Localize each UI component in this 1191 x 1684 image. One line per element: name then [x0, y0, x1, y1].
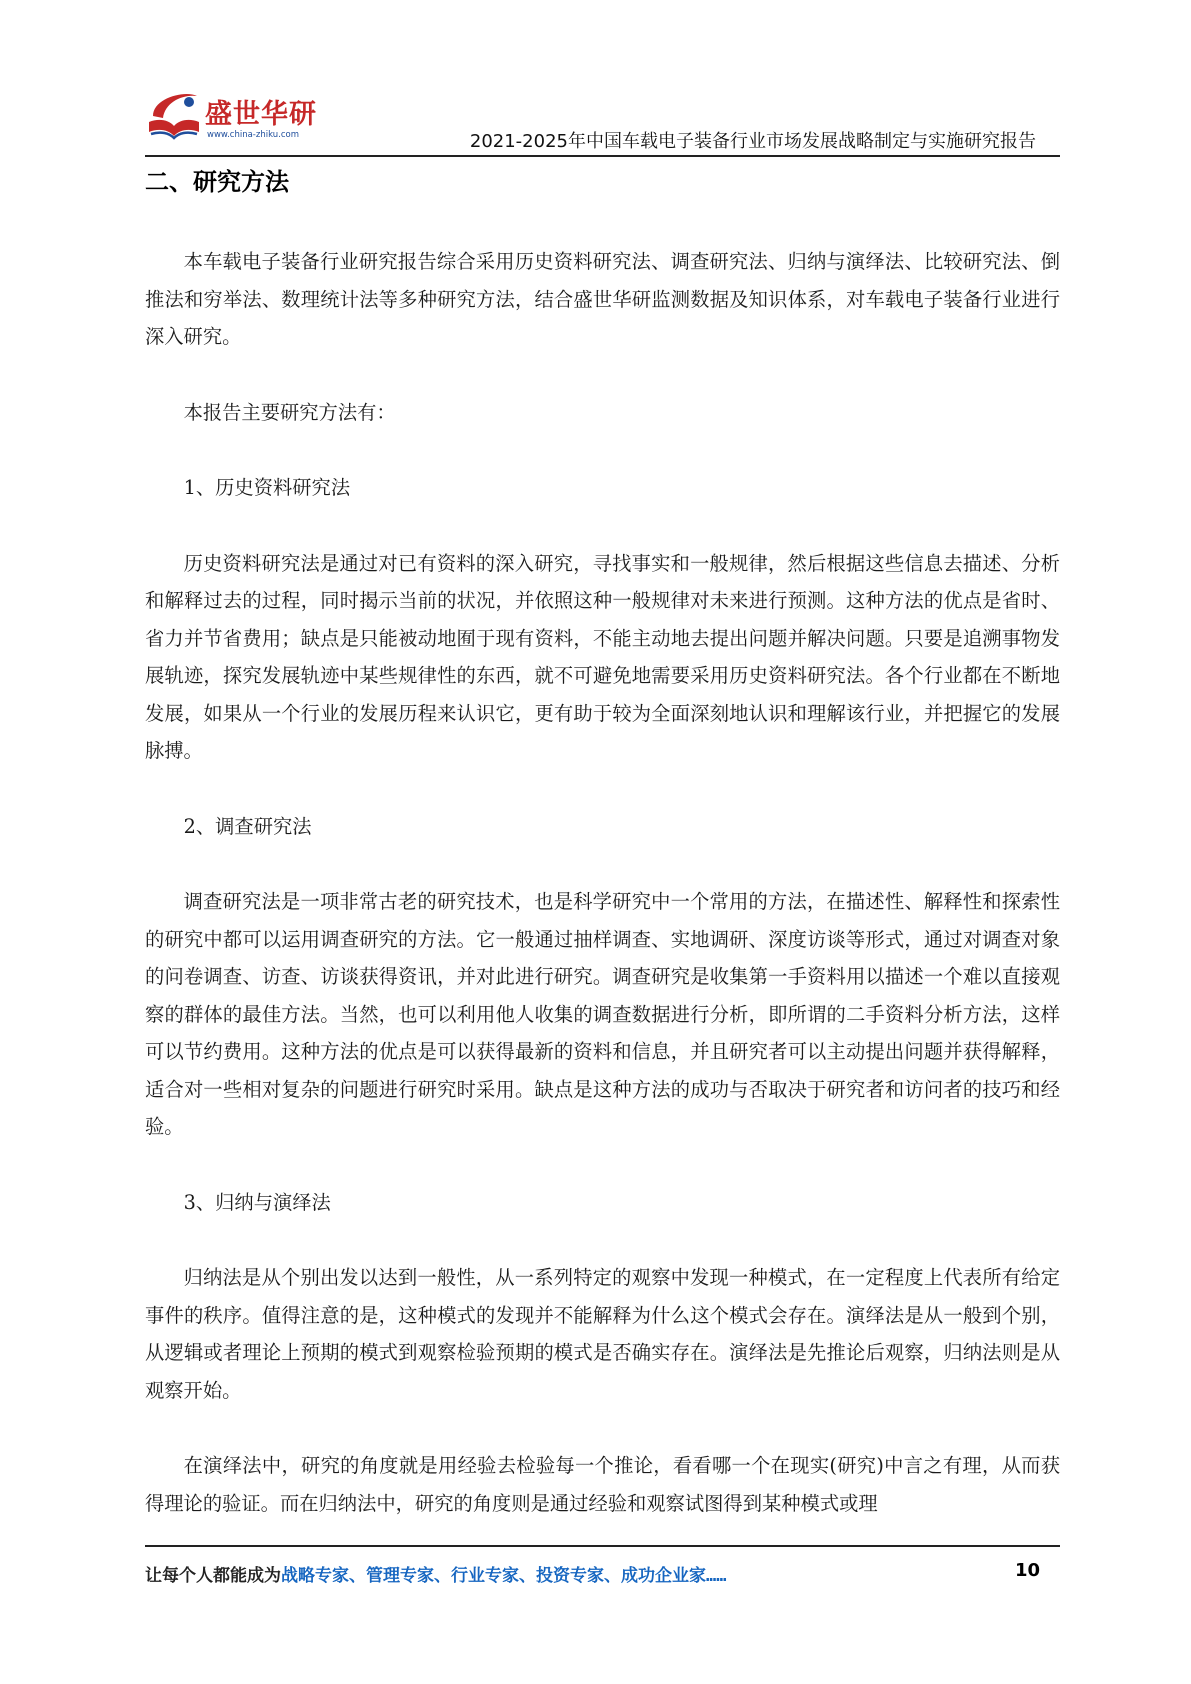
company-logo: [145, 78, 325, 148]
paragraph-deduction-detail: 在演绎法中，研究的角度就是用经验去检验每一个推论，看看哪一个在现实(研究)中言之有理，从而获得理论的验证。而在归纳法中，研究的角度则是通过经验和观察试图得到某种模式或理: [145, 1454, 1060, 1515]
page-number: 10: [1014, 1560, 1040, 1581]
paragraph-induction-deduction: 归纳法是从个别出发以达到一般性，从一系列特定的观察中发现一种模式，在一定程度上代表所有给定事件的秩序。值得注意的是，这种模式的发现并不能解释为什么这个模式会存在。演绎法是从一般到个别，从逻辑或者理论上预期的模式到观察检验预期的模式是否确实存在。演绎法是先推论后观察，归纳法则是从观察开始。: [145, 1266, 1060, 1402]
paragraph-intro: 本车载电子装备行业研究报告综合采用历史资料研究法、调查研究法、归纳与演绎法、比较研究法、倒推法和穷举法、数理统计法等多种研究方法，结合盛世华研监测数据及知识体系，对车载电子装备行业进行深入研究。: [145, 250, 1060, 348]
section-heading: 二、研究方法: [145, 168, 289, 196]
page-header: [145, 78, 1060, 158]
footer-divider: [145, 1545, 1060, 1547]
subheading-induction-deduction: 3、归纳与演绎法: [183, 1190, 331, 1214]
logo-name: 盛世华研: [205, 99, 317, 130]
body-text: [145, 243, 1060, 1560]
footer-slogan: [145, 1561, 726, 1586]
document-title: 2021-2025年中国车载电子装备行业市场发展战略制定与实施研究报告: [469, 131, 1036, 152]
subheading-survey-method: 2、调查研究法: [183, 814, 312, 838]
header-divider: [145, 155, 1060, 157]
slogan-prefix: 让每个人都能成为: [145, 1566, 281, 1586]
paragraph-historical-method: 历史资料研究法是通过对已有资料的深入研究，寻找事实和一般规律，然后根据这些信息去描述、分析和解释过去的过程，同时揭示当前的状况，并依照这种一般规律对未来进行预测。这种方法的优点是省时、省力并节省费用；缺点是只能被动地囿于现有资料，不能主动地去提出问题并解决问题。只要是追溯事物发展轨迹，探究发展轨迹中某些规律性的东西，就不可避免地需要采用历史资料研究法。各个行业都在不断地发展，如果从一个行业的发展历程来认识它，更有助于较为全面深刻地认识和理解该行业，并把握它的发展脉搏。: [145, 551, 1060, 762]
paragraph-methods-lead: 本报告主要研究方法有：: [183, 400, 396, 424]
slogan-highlight: 战略专家、管理专家、行业专家、投资专家、成功企业家……: [281, 1566, 727, 1586]
logo-url: www.china-zhiku.com: [207, 130, 299, 140]
logo-book-icon: [145, 88, 203, 142]
subheading-historical-method: 1、历史资料研究法: [183, 476, 351, 499]
paragraph-survey-method: 调查研究法是一项非常古老的研究技术，也是科学研究中一个常用的方法，在描述性、解释性和探索性的研究中都可以运用调查研究的方法。它一般通过抽样调查、实地调研、深度访谈等形式，通过对调查对象的问卷调查、访查、访谈获得资讯，并对此进行研究。调查研究是收集第一手资料用以描述一个难以直接观察的群体的最佳方法。当然，也可以利用他人收集的调查数据进行分析，即所谓的二手资料分析方法，这样可以节约费用。这种方法的优点是可以获得最新的资料和信息，并且研究者可以主动提出问题并获得解释，适合对一些相对复杂的问题进行研究时采用。缺点是这种方法的成功与否取决于研究者和访问者的技巧和经验。: [145, 890, 1060, 1138]
page-footer: [145, 1545, 1060, 1595]
